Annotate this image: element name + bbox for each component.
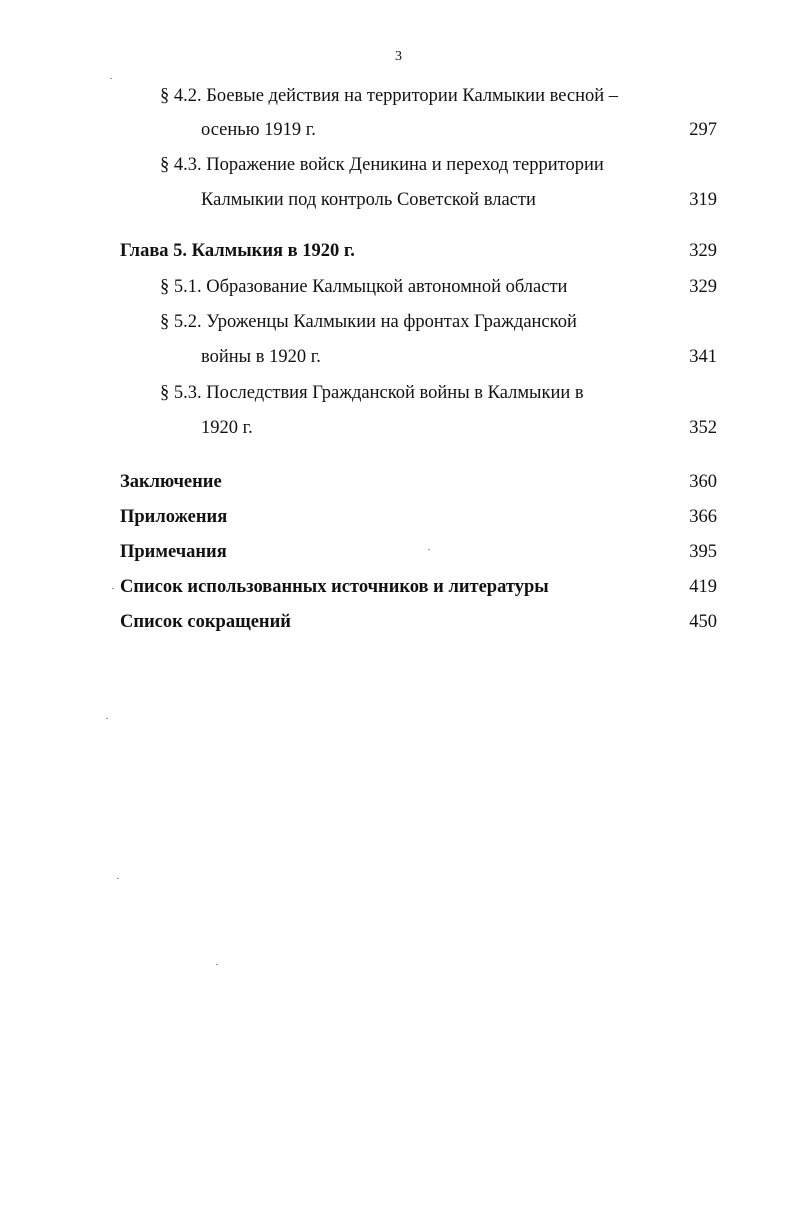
section-title: Примечания [120,542,227,562]
toc-entry-page: 319 [689,190,717,210]
page-number: 3 [395,49,402,64]
toc-entry-title: § 5.2. Уроженцы Калмыкии на фронтах Гражданской [160,312,577,332]
toc-entry-page: 395 [689,542,717,562]
toc-entry-title-continued: 1920 г. [201,418,253,438]
toc-entry-page: 341 [689,347,717,367]
scan-speck [112,588,114,589]
toc-entry-title-continued: Калмыкии под контроль Советской власти [201,190,536,210]
toc-entry-page: 352 [689,418,717,438]
scan-speck [106,718,108,719]
chapter-title: Глава 5. Калмыкия в 1920 г. [120,241,355,261]
toc-entry-title: § 4.2. Боевые действия на территории Калмыкии весной – [160,86,619,106]
toc-entry-title: § 4.3. Поражение войск Деникина и переход территории [160,155,604,175]
section-title: Приложения [120,507,228,527]
toc-entry-title: § 5.1. Образование Калмыцкой автономной области [160,277,568,297]
section-title: Список сокращений [120,612,291,632]
toc-entry-page: 366 [689,507,717,527]
toc-entry-page: 419 [689,577,717,597]
scan-speck [117,878,119,879]
toc-entry-page: 297 [689,120,717,140]
toc-entry-page: 450 [689,612,717,632]
section-title: Заключение [120,472,222,492]
section-title: Список использованных источников и литературы [120,577,549,597]
toc-entry-page: 329 [689,241,717,261]
toc-entry-page: 360 [689,472,717,492]
toc-entry-title-continued: осенью 1919 г. [201,120,316,140]
toc-entry-title: § 5.3. Последствия Гражданской войны в Калмыкии в [160,383,584,403]
scan-speck [428,549,430,550]
toc-entry-page: 329 [689,277,717,297]
scan-speck [110,78,112,79]
toc-entry-title-continued: войны в 1920 г. [201,347,321,367]
scan-speck [216,964,218,965]
